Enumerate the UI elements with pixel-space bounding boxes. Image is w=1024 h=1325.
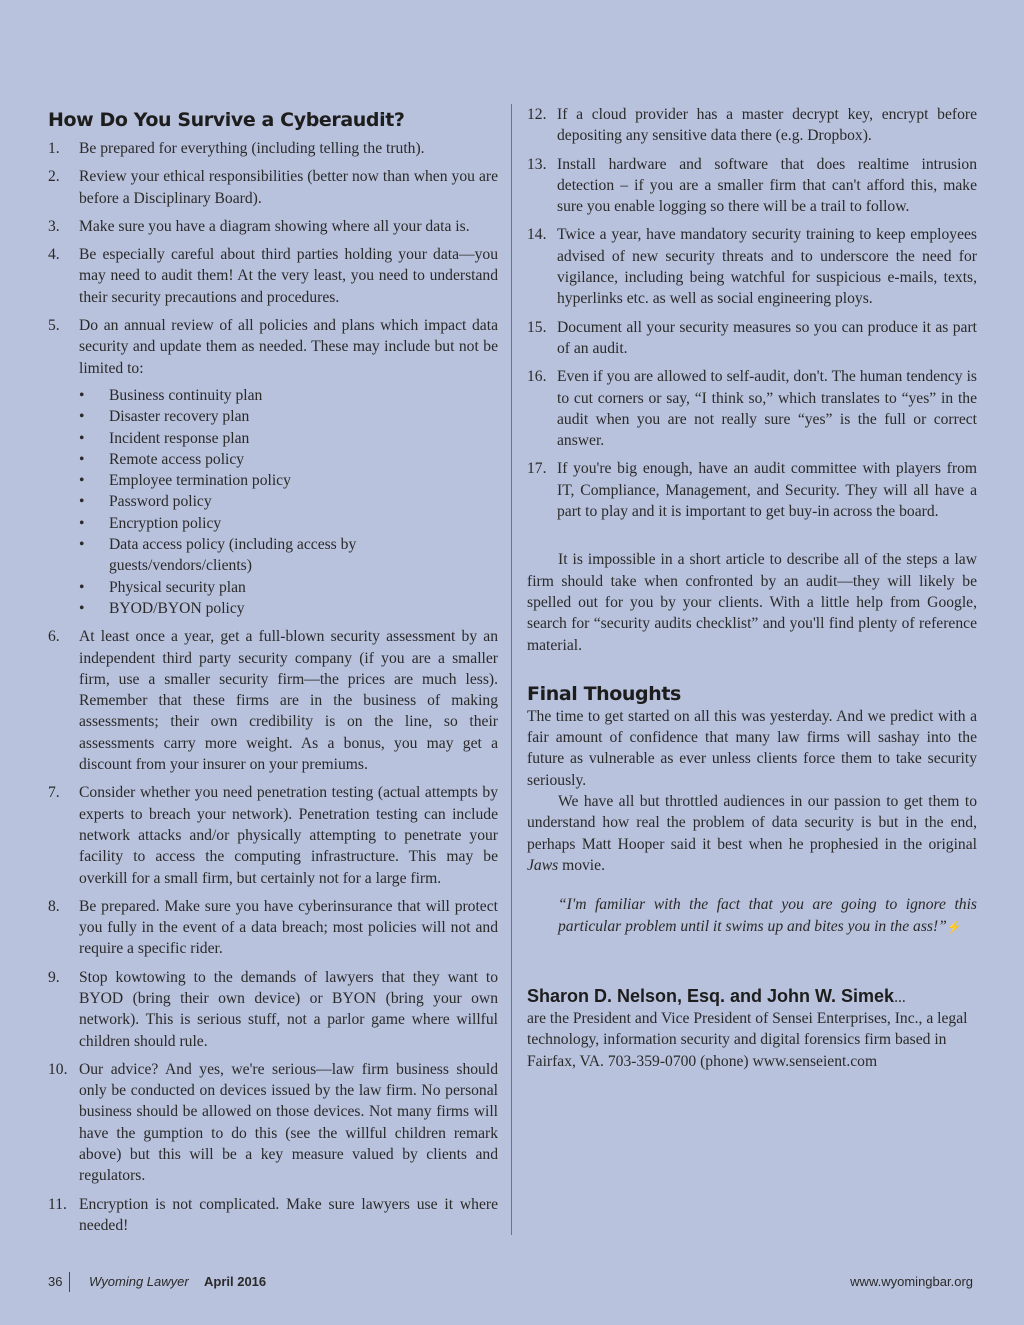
final-thoughts-section [527,682,977,938]
item-number: 5. [48,317,60,335]
bullet-item: • Remote access policy [79,449,498,470]
bullet-item: • Business continuity plan [79,385,498,406]
list-item [527,154,977,218]
final-paragraph-2-text: We have all but throttled audiences in our passion to get them to understand how real the problem of data security is but in the end, perhaps Matt Hooper said it best when he prophesied in the original [527,793,977,853]
item-number: 3. [48,217,60,235]
list-item [527,104,977,147]
bullet-item: • Disaster recovery plan [79,406,498,427]
list-item [48,315,498,619]
list-item [48,244,498,308]
item-number: 14. [527,226,547,244]
item-text: Be especially careful about third parties holding your data—you may need to audit them! At the very least, you need to understand their security precautions and procedures. [79,246,498,306]
item-number: 7. [48,784,60,802]
item-text: Stop kowtowing to the demands of lawyers that they want to BYOD (bring their own device) or BYON (bring your own network). This is serious stuff, not a parlor game where willful children should rule. [79,968,498,1050]
item-text: Make sure you have a diagram showing where all your data is. [79,217,470,235]
bullet-item: • Physical security plan [79,577,498,598]
list-item [527,458,977,522]
section-heading: How Do You Survive a Cyberaudit? [48,109,405,131]
bullet-item: • Data access policy (including access by guests/vendors/clients) [79,534,498,577]
item-text: Install hardware and software that does realtime intrusion detection – if you are a smaller firm that can't afford this, make sure you enable logging so there will be a trail to follow. [557,155,977,216]
policy-bullet-list [79,385,498,619]
list-item [48,166,498,209]
list-item [48,626,498,775]
item-text: Be prepared. Make sure you have cyberinsurance that will protect you fully in the event of a data breach; most policies will not and require a specific rider. [79,897,498,958]
author-ellipsis: ... [894,988,906,1006]
bullet-item: • Employee termination policy [79,470,498,491]
item-text: If a cloud provider has a master decrypt key, encrypt before depositing any sensitive data there (e.g. Dropbox). [557,106,977,145]
list-item [527,317,977,360]
item-text: If you're big enough, have an audit committee with players from IT, Compliance, Management, and Security. They will all have a part to play and it is important to get buy-in across the board. [557,460,977,521]
author-bio: are the President and Vice President of Sensei Enterprises, Inc., a legal technology, information security and digital forensics firm based in Fairfax, VA. 703-359-0700 (phone) www.senseient.com [527,1010,968,1070]
list-item [527,224,977,309]
item-text: Review your ethical responsibilities (better now than when you are before a Disciplinary Board). [79,168,498,207]
item-text: Do an annual review of all policies and plans which impact data security and update them as needed. These may include but not be limited to: [79,317,498,377]
item-text: Encryption is not complicated. Make sure lawyers use it where needed! [79,1195,498,1234]
item-number: 8. [48,897,60,915]
left-column [48,104,498,1243]
item-text: At least once a year, get a full-blown security assessment by an independent third party security company (if you are a smaller firm, use a smaller security firm—the prices are much less). Remember that these firms are in the business of making assessments; their own credibility is on the line, so their assessments carry more weight. As a bonus, you may get a discount from your insurer on your premiums. [79,628,498,774]
item-number: 13. [527,155,547,173]
bullet-item: • BYOD/BYON policy [79,598,498,619]
list-item [48,782,498,888]
list-item [48,216,498,237]
item-number: 9. [48,968,60,986]
item-number: 17. [527,460,547,478]
bullet-item: • Incident response plan [79,428,498,449]
item-number: 16. [527,368,547,386]
audit-steps-list [48,138,498,1236]
final-thoughts-heading: Final Thoughts [527,682,681,705]
item-number: 2. [48,168,60,186]
page-footer [48,1272,973,1292]
list-item [48,1194,498,1237]
footer-divider [69,1272,70,1292]
item-number: 10. [48,1060,68,1078]
author-bio-block [527,984,977,1072]
jaws-quote [558,894,977,938]
item-text: Consider whether you need penetration testing (actual attempts by experts to breach your network). Penetration testing can include network attacks and/or physically attempting to penetrate your facility to access the computing infrastructure. This may be overkill for a small firm, but certainly not for a large firm. [79,784,498,887]
website-url: www.wyomingbar.org [850,1274,973,1289]
item-number: 4. [48,246,60,264]
item-number: 1. [48,140,60,157]
end-mark-icon: ⚡ [946,919,962,934]
right-column [527,104,977,1072]
page-number: 36 [48,1274,63,1289]
publication-name: Wyoming Lawyer [89,1274,189,1289]
item-text: Twice a year, have mandatory security training to keep employees advised of new security threats and to underscore the need for vigilance, including being watchful for suspicious e-mails, texts, hyperlinks etc. as well as social engineering ploys. [557,226,977,308]
list-item [48,967,498,1052]
list-item [48,138,498,159]
movie-title: Jaws [527,856,559,874]
closing-paragraph: It is impossible in a short article to describe all of the steps a law firm should take when confronted by an audit—they will likely be spelled out for you by your clients. With a little help from Google, search for “security audits checklist” and you'll find plenty of reference material. [527,551,977,654]
list-item [527,366,977,451]
final-paragraph-2 [527,791,977,876]
item-text: Our advice? And yes, we're serious—law firm business should only be conducted on devices issued by the law firm. No personal business should be allowed on those devices. Not many firms will have the gumption to do this (see the willful children remark above) but this will be a key measure valued by clients and regulators. [79,1060,498,1185]
issue-date: April 2016 [204,1274,267,1289]
author-line [527,984,977,1008]
item-text: Be prepared for everything (including telling the truth). [79,140,425,157]
item-text: Document all your security measures so you can produce it as part of an audit. [557,318,977,357]
bullet-item: • Password policy [79,491,498,512]
item-number: 11. [48,1195,67,1213]
item-number: 12. [527,106,547,123]
final-paragraph-1: The time to get started on all this was yesterday. And we predict with a fair amount of confidence that many law firms will sashay into the future as vulnerable as ever unless clients force them to take security seriously. [527,707,977,789]
column-divider [511,104,512,1235]
item-number: 15. [527,318,547,336]
final-paragraph-2-end: movie. [558,856,605,874]
list-item [48,896,498,960]
audit-steps-list-continued [527,104,977,522]
bullet-item: • Encryption policy [79,513,498,534]
list-item [48,1059,498,1187]
item-text: Even if you are allowed to self-audit, don't. The human tendency is to cut corners or say, “I think so,” which translates to “yes” in the audit when you are not really sure “yes” is the full or correct answer. [557,368,977,450]
quote-text: “I'm familiar with the fact that you are going to ignore this particular problem until it swims up and bites you in the ass!” [558,896,977,935]
item-number: 6. [48,628,60,646]
author-name: Sharon D. Nelson, Esq. and John W. Simek [527,985,895,1006]
